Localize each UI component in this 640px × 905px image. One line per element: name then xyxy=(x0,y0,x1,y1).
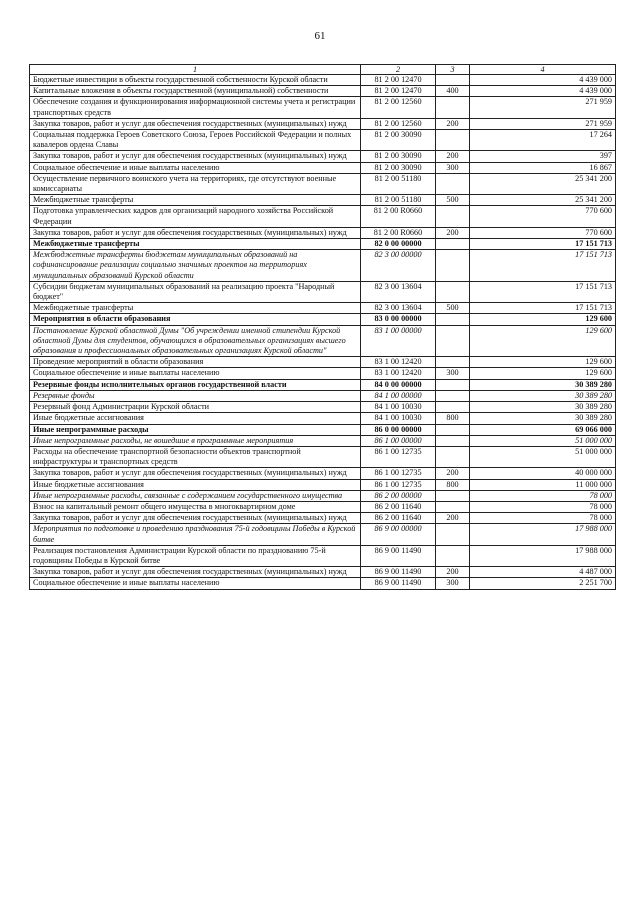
table-header-row xyxy=(30,65,616,75)
row-code-cell: 81 2 00 R0660 xyxy=(361,206,436,227)
row-name-cell: Иные бюджетные ассигнования xyxy=(30,413,361,424)
page-number: 61 xyxy=(314,30,326,42)
row-type-cell: 200 xyxy=(436,151,470,162)
row-type-cell xyxy=(436,402,470,413)
row-name-cell: Социальная поддержка Героев Советского Союза, Героев Российской Федерации и полных кавалеров ордена Славы xyxy=(30,130,361,151)
row-sum-cell: 78 000 xyxy=(470,513,616,524)
row-code-cell: 84 1 00 10030 xyxy=(361,413,436,424)
row-name-cell: Расходы на обеспечение транспортной безопасности объектов транспортной инфраструктуры и транспортных средств xyxy=(30,446,361,467)
row-name-cell: Иные непрограммные расходы, не вошедшие в программные мероприятия xyxy=(30,435,361,446)
row-type-cell xyxy=(436,239,470,250)
row-type-cell xyxy=(436,490,470,501)
table-row xyxy=(30,424,616,435)
table-row xyxy=(30,151,616,162)
row-sum-cell: 4 439 000 xyxy=(470,86,616,97)
row-type-cell xyxy=(436,435,470,446)
row-code-cell: 84 1 00 10030 xyxy=(361,402,436,413)
row-code-cell: 84 1 00 00000 xyxy=(361,390,436,401)
row-sum-cell: 17 151 713 xyxy=(470,250,616,282)
row-name-cell: Социальное обеспечение и иные выплаты населению xyxy=(30,162,361,173)
row-code-cell: 86 2 00 11640 xyxy=(361,513,436,524)
row-name-cell: Мероприятия по подготовке и проведению празднования 75-й годовщины Победы в Курской битве xyxy=(30,524,361,545)
table-row xyxy=(30,513,616,524)
row-name-cell: Резервный фонд Администрации Курской области xyxy=(30,402,361,413)
header-col-1: 1 xyxy=(30,65,361,75)
row-code-cell: 86 9 00 11490 xyxy=(361,545,436,566)
row-name-cell: Межбюджетные трансферты бюджетам муниципальных образований на софинансирование реализации социально значимых проектов на территориях муниципальных образований Курской области xyxy=(30,250,361,282)
row-code-cell: 83 0 00 00000 xyxy=(361,314,436,325)
row-type-cell xyxy=(436,379,470,390)
row-type-cell xyxy=(436,390,470,401)
row-sum-cell: 11 000 000 xyxy=(470,479,616,490)
row-type-cell: 300 xyxy=(436,162,470,173)
row-sum-cell: 770 600 xyxy=(470,206,616,227)
row-name-cell: Проведение мероприятий в области образования xyxy=(30,357,361,368)
table-row xyxy=(30,368,616,379)
row-name-cell: Резервные фонды xyxy=(30,390,361,401)
row-name-cell: Иные непрограммные расходы, связанные с содержанием государственного имущества xyxy=(30,490,361,501)
row-code-cell: 86 2 00 00000 xyxy=(361,490,436,501)
row-type-cell: 800 xyxy=(436,413,470,424)
row-type-cell xyxy=(436,206,470,227)
row-name-cell: Постановление Курской областной Думы "Об учреждении именной стипендии Курской областной Думы для студентов, обучающихся в образовательных организациях высшего образования и профессиональных образовательных организациях Курской области" xyxy=(30,325,361,357)
table-row xyxy=(30,468,616,479)
row-code-cell: 81 2 00 51180 xyxy=(361,195,436,206)
row-code-cell: 86 1 00 12735 xyxy=(361,446,436,467)
table-row xyxy=(30,173,616,194)
row-sum-cell: 17 151 713 xyxy=(470,303,616,314)
row-sum-cell: 17 264 xyxy=(470,130,616,151)
row-sum-cell: 78 000 xyxy=(470,490,616,501)
row-type-cell: 500 xyxy=(436,195,470,206)
row-sum-cell: 69 066 000 xyxy=(470,424,616,435)
row-type-cell: 300 xyxy=(436,368,470,379)
row-code-cell: 81 2 00 12560 xyxy=(361,97,436,118)
header-col-2: 2 xyxy=(361,65,436,75)
row-name-cell: Межбюджетные трансферты xyxy=(30,303,361,314)
row-sum-cell: 129 600 xyxy=(470,325,616,357)
table-row xyxy=(30,130,616,151)
row-sum-cell: 51 000 000 xyxy=(470,446,616,467)
row-code-cell: 82 0 00 00000 xyxy=(361,239,436,250)
row-type-cell xyxy=(436,250,470,282)
table-row xyxy=(30,501,616,512)
row-code-cell: 83 1 00 00000 xyxy=(361,325,436,357)
row-sum-cell: 25 341 200 xyxy=(470,173,616,194)
table-row xyxy=(30,578,616,589)
table-row xyxy=(30,524,616,545)
table-row xyxy=(30,162,616,173)
row-code-cell: 86 2 00 11640 xyxy=(361,501,436,512)
table-row xyxy=(30,413,616,424)
row-code-cell: 86 0 00 00000 xyxy=(361,424,436,435)
row-type-cell: 200 xyxy=(436,118,470,129)
row-sum-cell: 16 867 xyxy=(470,162,616,173)
table-row xyxy=(30,281,616,302)
header-col-4: 4 xyxy=(470,65,616,75)
row-sum-cell: 30 389 280 xyxy=(470,390,616,401)
row-sum-cell: 40 000 000 xyxy=(470,468,616,479)
row-name-cell: Реализация постановления Администрации Курской области по празднованию 75-й годовщины Победы в Курской битве xyxy=(30,545,361,566)
header-col-3: 3 xyxy=(436,65,470,75)
row-code-cell: 86 1 00 12735 xyxy=(361,479,436,490)
table-row xyxy=(30,357,616,368)
table-row xyxy=(30,97,616,118)
budget-table xyxy=(29,64,616,590)
row-type-cell: 300 xyxy=(436,578,470,589)
table-row xyxy=(30,446,616,467)
row-code-cell: 82 3 00 13604 xyxy=(361,303,436,314)
row-name-cell: Мероприятия в области образования xyxy=(30,314,361,325)
row-sum-cell: 17 151 713 xyxy=(470,239,616,250)
table-row xyxy=(30,490,616,501)
row-type-cell xyxy=(436,545,470,566)
table-row xyxy=(30,314,616,325)
row-name-cell: Субсидии бюджетам муниципальных образований на реализацию проекта "Народный бюджет" xyxy=(30,281,361,302)
row-type-cell: 200 xyxy=(436,468,470,479)
row-name-cell: Подготовка управленческих кадров для организаций народного хозяйства Российской Федерации xyxy=(30,206,361,227)
row-type-cell xyxy=(436,314,470,325)
row-code-cell: 81 2 00 30090 xyxy=(361,162,436,173)
table-row xyxy=(30,206,616,227)
row-sum-cell: 770 600 xyxy=(470,227,616,238)
row-sum-cell: 397 xyxy=(470,151,616,162)
table-row xyxy=(30,250,616,282)
row-name-cell: Межбюджетные трансферты xyxy=(30,239,361,250)
row-name-cell: Закупка товаров, работ и услуг для обеспечения государственных (муниципальных) нужд xyxy=(30,227,361,238)
table-row xyxy=(30,402,616,413)
row-code-cell: 81 2 00 12470 xyxy=(361,75,436,86)
table-row xyxy=(30,303,616,314)
row-sum-cell: 129 600 xyxy=(470,368,616,379)
row-sum-cell: 4 487 000 xyxy=(470,567,616,578)
table-row xyxy=(30,390,616,401)
row-sum-cell: 51 000 000 xyxy=(470,435,616,446)
row-code-cell: 83 1 00 12420 xyxy=(361,368,436,379)
row-name-cell: Межбюджетные трансферты xyxy=(30,195,361,206)
row-sum-cell: 271 959 xyxy=(470,118,616,129)
row-name-cell: Закупка товаров, работ и услуг для обеспечения государственных (муниципальных) нужд xyxy=(30,468,361,479)
row-type-cell: 200 xyxy=(436,567,470,578)
row-type-cell: 800 xyxy=(436,479,470,490)
row-sum-cell: 17 988 000 xyxy=(470,545,616,566)
row-code-cell: 81 2 00 30090 xyxy=(361,130,436,151)
row-name-cell: Иные непрограммные расходы xyxy=(30,424,361,435)
row-name-cell: Закупка товаров, работ и услуг для обеспечения государственных (муниципальных) нужд xyxy=(30,567,361,578)
row-type-cell xyxy=(436,357,470,368)
table-row xyxy=(30,118,616,129)
row-code-cell: 86 9 00 11490 xyxy=(361,567,436,578)
row-type-cell xyxy=(436,281,470,302)
row-type-cell xyxy=(436,524,470,545)
table-row xyxy=(30,195,616,206)
row-name-cell: Закупка товаров, работ и услуг для обеспечения государственных (муниципальных) нужд xyxy=(30,118,361,129)
row-code-cell: 82 3 00 00000 xyxy=(361,250,436,282)
row-sum-cell: 17 151 713 xyxy=(470,281,616,302)
row-type-cell xyxy=(436,173,470,194)
row-name-cell: Взнос на капитальный ремонт общего имущества в многоквартирном доме xyxy=(30,501,361,512)
row-type-cell xyxy=(436,501,470,512)
row-sum-cell: 78 000 xyxy=(470,501,616,512)
row-code-cell: 81 2 00 12470 xyxy=(361,86,436,97)
row-name-cell: Резервные фонды исполнительных органов государственной власти xyxy=(30,379,361,390)
row-type-cell: 400 xyxy=(436,86,470,97)
table-row xyxy=(30,86,616,97)
row-code-cell: 86 1 00 00000 xyxy=(361,435,436,446)
row-sum-cell: 17 988 000 xyxy=(470,524,616,545)
table-row xyxy=(30,545,616,566)
row-sum-cell: 2 251 700 xyxy=(470,578,616,589)
row-sum-cell: 4 439 000 xyxy=(470,75,616,86)
row-sum-cell: 129 600 xyxy=(470,357,616,368)
row-type-cell xyxy=(436,97,470,118)
table-row xyxy=(30,239,616,250)
table-row xyxy=(30,567,616,578)
row-name-cell: Социальное обеспечение и иные выплаты населению xyxy=(30,578,361,589)
row-type-cell xyxy=(436,325,470,357)
row-type-cell: 200 xyxy=(436,513,470,524)
row-code-cell: 86 9 00 11490 xyxy=(361,578,436,589)
row-code-cell: 81 2 00 51180 xyxy=(361,173,436,194)
row-code-cell: 83 1 00 12420 xyxy=(361,357,436,368)
row-code-cell: 84 0 00 00000 xyxy=(361,379,436,390)
row-type-cell: 200 xyxy=(436,227,470,238)
row-name-cell: Социальное обеспечение и иные выплаты населению xyxy=(30,368,361,379)
row-code-cell: 81 2 00 R0660 xyxy=(361,227,436,238)
row-code-cell: 86 1 00 12735 xyxy=(361,468,436,479)
row-name-cell: Осуществление первичного воинского учета на территориях, где отсутствуют военные комиссариаты xyxy=(30,173,361,194)
row-type-cell xyxy=(436,424,470,435)
row-sum-cell: 25 341 200 xyxy=(470,195,616,206)
row-sum-cell: 30 389 280 xyxy=(470,379,616,390)
row-name-cell: Обеспечение создания и функционирования информационной системы учета и регистрации транспортных средств xyxy=(30,97,361,118)
row-type-cell xyxy=(436,75,470,86)
row-code-cell: 82 3 00 13604 xyxy=(361,281,436,302)
table-row xyxy=(30,325,616,357)
row-type-cell xyxy=(436,130,470,151)
row-name-cell: Закупка товаров, работ и услуг для обеспечения государственных (муниципальных) нужд xyxy=(30,151,361,162)
table-row xyxy=(30,227,616,238)
row-type-cell xyxy=(436,446,470,467)
row-sum-cell: 271 959 xyxy=(470,97,616,118)
table-row xyxy=(30,75,616,86)
row-code-cell: 81 2 00 30090 xyxy=(361,151,436,162)
row-name-cell: Капитальные вложения в объекты государственной (муниципальной) собственности xyxy=(30,86,361,97)
row-type-cell: 500 xyxy=(436,303,470,314)
table-row xyxy=(30,435,616,446)
row-name-cell: Иные бюджетные ассигнования xyxy=(30,479,361,490)
table-row xyxy=(30,479,616,490)
row-sum-cell: 30 389 280 xyxy=(470,402,616,413)
table-row xyxy=(30,379,616,390)
row-sum-cell: 129 600 xyxy=(470,314,616,325)
row-code-cell: 81 2 00 12560 xyxy=(361,118,436,129)
row-name-cell: Бюджетные инвестиции в объекты государственной собственности Курской области xyxy=(30,75,361,86)
row-code-cell: 86 9 00 00000 xyxy=(361,524,436,545)
row-name-cell: Закупка товаров, работ и услуг для обеспечения государственных (муниципальных) нужд xyxy=(30,513,361,524)
row-sum-cell: 30 389 280 xyxy=(470,413,616,424)
